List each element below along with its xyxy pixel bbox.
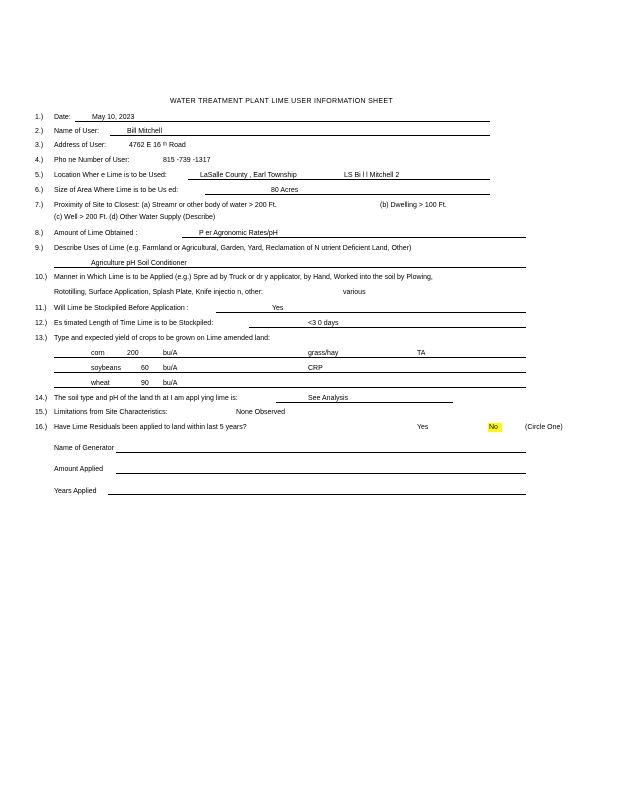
manner-value: various <box>343 289 366 296</box>
row-number: 14.) <box>35 395 48 402</box>
residuals-no[interactable]: No <box>488 423 502 432</box>
address-label: Address of User: <box>54 142 107 149</box>
generator-name-line <box>116 452 526 453</box>
location-value: LaSalle County , Earl Township <box>200 172 297 179</box>
circle-one-note: (Circle One) <box>525 424 563 431</box>
crop-name: corn <box>91 350 105 357</box>
name-line <box>110 135 490 136</box>
residuals-label: Have Lime Residuals been applied to land within last 5 years? <box>54 424 247 431</box>
row-number: 7.) <box>35 202 44 209</box>
amount-value: P er Agronomic Rates/pH <box>199 230 278 237</box>
crop-name: soybeans <box>91 365 121 372</box>
address-value: 4762 E 16 ᵗʰ Road <box>129 142 186 149</box>
crop-name-2: CRP <box>308 365 323 372</box>
limitations-value: None Observed <box>236 409 286 416</box>
amount-applied-line <box>116 473 526 474</box>
row-number: 1.) <box>35 114 44 121</box>
area-line <box>205 194 490 195</box>
crop-line <box>54 372 526 373</box>
years-applied-line <box>108 494 526 495</box>
stockpile-time-label: Es timated Length of Time Lime is to be Stockpiled: <box>54 320 214 327</box>
crop-name-2: grass/hay <box>308 350 339 357</box>
stockpile-value: Yes <box>272 305 284 312</box>
proximity-line-2: (c) Well > 200 Ft. (d) Other Water Supply (Describe) <box>54 214 216 221</box>
row-number: 15.) <box>35 409 48 416</box>
row-number: 3.) <box>35 142 44 149</box>
uses-value: Agriculture pH Soil Conditioner <box>91 260 187 267</box>
stockpile-time-value: <3 0 days <box>308 320 339 327</box>
stockpile-time-line <box>249 327 526 328</box>
row-number: 6.) <box>35 187 44 194</box>
soil-type-value: See Analysis <box>308 395 349 402</box>
location-value-2: LS Bi l l Mitchell 2 <box>344 172 400 179</box>
soil-type-line <box>276 402 453 403</box>
crops-label: Type and expected yield of crops to be grown on Lime amended land: <box>54 335 270 342</box>
name-value: Bill Mitchell <box>127 128 163 135</box>
row-number: 10.) <box>35 274 48 281</box>
manner-label: Manner in Which Lime is to be Applied (e.g.) Spre ad by Truck or dr y applicator, by Hand, Worked into the soil by Plowing, <box>54 274 433 281</box>
amount-applied-label: Amount Applied <box>54 466 104 473</box>
crop-line <box>54 357 526 358</box>
crop-extra: TA <box>417 350 426 357</box>
page-title: WATER TREATMENT PLANT LIME USER INFORMATION SHEET <box>170 98 393 105</box>
soil-type-label: The soil type and pH of the land th at I am appl ying lime is: <box>54 395 238 402</box>
crop-unit: bu/A <box>163 365 178 372</box>
phone-value: 815 -739 -1317 <box>163 157 211 164</box>
limitations-label: Limitations from Site Characteristics: <box>54 409 168 416</box>
row-number: 13.) <box>35 335 48 342</box>
date-label: Date: <box>54 114 71 121</box>
crop-unit: bu/A <box>163 350 178 357</box>
date-value: May 10, 2023 <box>92 114 135 121</box>
crop-line <box>54 387 526 388</box>
area-label: Size of Area Where Lime is to be Us ed: <box>54 187 179 194</box>
row-number: 2.) <box>35 128 44 135</box>
stockpile-label: Will Lime be Stockpiled Before Application : <box>54 305 189 312</box>
row-number: 5.) <box>35 172 44 179</box>
row-number: 9.) <box>35 245 44 252</box>
row-number: 12.) <box>35 320 48 327</box>
crop-name: wheat <box>91 380 110 387</box>
proximity-label: Proximity of Site to Closest: (a) Streamr or other body of water > 200 Ft. <box>54 202 277 209</box>
uses-line <box>54 267 526 268</box>
row-number: 11.) <box>35 305 47 312</box>
crop-yield: 60 <box>141 365 149 372</box>
generator-name-label: Name of Generator <box>54 445 114 452</box>
amount-label: Amount of Lime Obtained : <box>54 230 138 237</box>
manner-line-2: Rototilling, Surface Application, Splash Plate, Knife injectio n, other: <box>54 289 263 296</box>
residuals-yes[interactable]: Yes <box>417 424 429 431</box>
name-label: Name of User: <box>54 128 100 135</box>
area-value: 80 Acres <box>271 187 299 194</box>
crop-unit: bu/A <box>163 380 178 387</box>
years-applied-label: Years Applied <box>54 488 97 495</box>
proximity-dwelling: (b) Dwelling > 100 Ft. <box>380 202 447 209</box>
row-number: 16.) <box>35 424 48 431</box>
location-label: Location Wher e Lime is to be Used: <box>54 172 167 179</box>
uses-label: Describe Uses of Lime (e.g. Farmland or Agricultural, Garden, Yard, Reclamation of N utrient Deficient Land, Other) <box>54 245 412 252</box>
phone-label: Pho ne Number of User: <box>54 157 130 164</box>
crop-yield: 200 <box>127 350 139 357</box>
crop-yield: 90 <box>141 380 149 387</box>
amount-line <box>182 237 526 238</box>
date-line <box>75 121 490 122</box>
row-number: 4.) <box>35 157 44 164</box>
stockpile-line <box>216 312 526 313</box>
row-number: 8.) <box>35 230 44 237</box>
location-line <box>188 179 490 180</box>
